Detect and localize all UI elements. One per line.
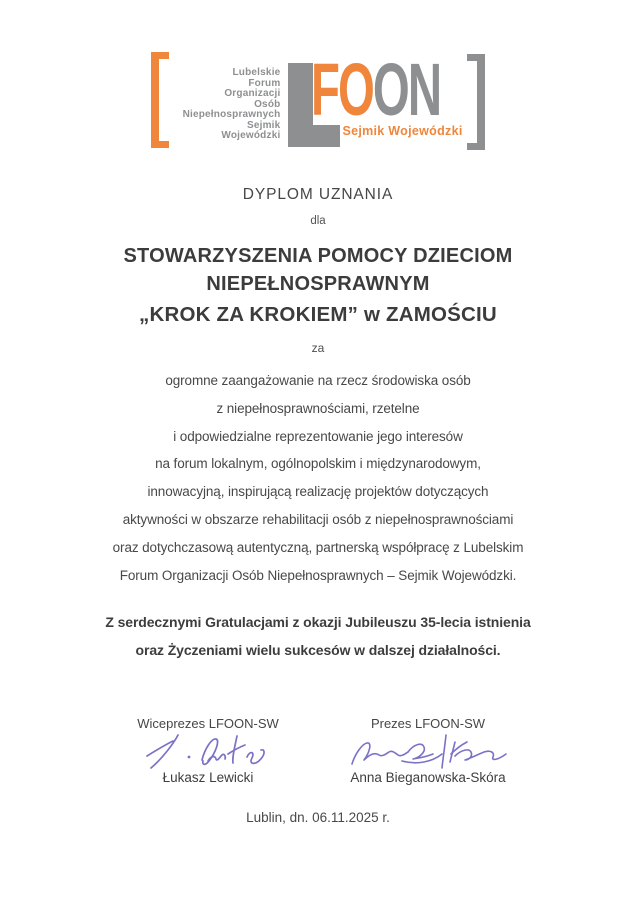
body-line: na forum lokalnym, ogólnopolskim i międzynarodowym, [155, 456, 481, 472]
body-lead: za [311, 341, 325, 355]
body-line: oraz dotychczasową autentyczną, partnerską współpracę z Lubelskim [112, 539, 524, 555]
body-text [0, 367, 636, 589]
logo-acronym-block [288, 48, 464, 159]
diploma-heading: DYPLOM UZNANIA [242, 186, 394, 203]
logo-org-line: Wojewódzki [221, 130, 281, 141]
logo-right-bracket-shape [467, 54, 485, 150]
recipient-line-1: STOWARZYSZENIA POMOCY DZIECIOM [123, 245, 513, 267]
recipient-name [0, 242, 636, 298]
logo-left-bracket-shape [151, 52, 169, 148]
recipient-line-2: NIEPEŁNOSPRAWNYM [206, 273, 430, 295]
signature-name-right: Anna Bieganowska-Skóra [350, 770, 506, 785]
body-line: ogromne zaangażowanie na rzecz środowiska osób [165, 373, 471, 388]
logo-letters-on: ON [373, 48, 441, 131]
logo-org-line: Niepełnosprawnych [182, 109, 281, 120]
lfoon-logo [0, 48, 636, 159]
signature-role-right: Prezes LFOON-SW [370, 716, 486, 731]
signature-block-president [318, 716, 538, 785]
diploma-preposition: dla [310, 215, 326, 227]
body-line: i odpowiedzialne reprezentowanie jego interesów [173, 428, 463, 444]
logo-org-line: Forum [248, 77, 281, 89]
body-line: aktywności w obszarze rehabilitacji osób z niepełnosprawnościami [122, 511, 514, 527]
logo-org-line: Osób [254, 98, 281, 110]
signature-role-left: Wiceprezes LFOON-SW [137, 716, 279, 731]
logo-org-line: Organizacji [224, 88, 281, 99]
body-line: Forum Organizacji Osób Niepełnosprawnych – Sejmik Wojewódzki. [119, 567, 517, 583]
body-line: innowacyjną, inspirującą realizację projektów dotyczących [147, 484, 489, 500]
signatures-row [98, 716, 538, 785]
logo-org-line: Sejmik [246, 119, 281, 131]
body-line: z niepełnosprawnościami, rzetelne [216, 400, 420, 416]
closing-line-1: Z serdecznymi Gratulacjami z okazji Jubileuszu 35-lecia istnienia [105, 614, 531, 630]
handwritten-signature-right [342, 730, 514, 774]
logo-subtitle: Sejmik Wojewódzki [342, 124, 463, 138]
logo-org-name-column [183, 68, 281, 142]
logo-letters-fo: FO [311, 48, 374, 131]
logo-acronym-letters [311, 48, 441, 131]
signature-name-left: Łukasz Lewicki [162, 770, 254, 785]
closing-wishes [0, 609, 636, 664]
handwritten-signature-left [142, 730, 274, 774]
recipient-line-3: „KROK ZA KROKIEM” w ZAMOŚCIU [139, 303, 497, 326]
signature-block-vice-president [98, 716, 318, 785]
logo-org-line: Lubelskie [232, 67, 281, 78]
closing-line-2: oraz Życzeniami wielu sukcesów w dalszej działalności. [135, 641, 501, 658]
place-and-date: Lublin, dn. 06.11.2025 r. [246, 810, 390, 825]
